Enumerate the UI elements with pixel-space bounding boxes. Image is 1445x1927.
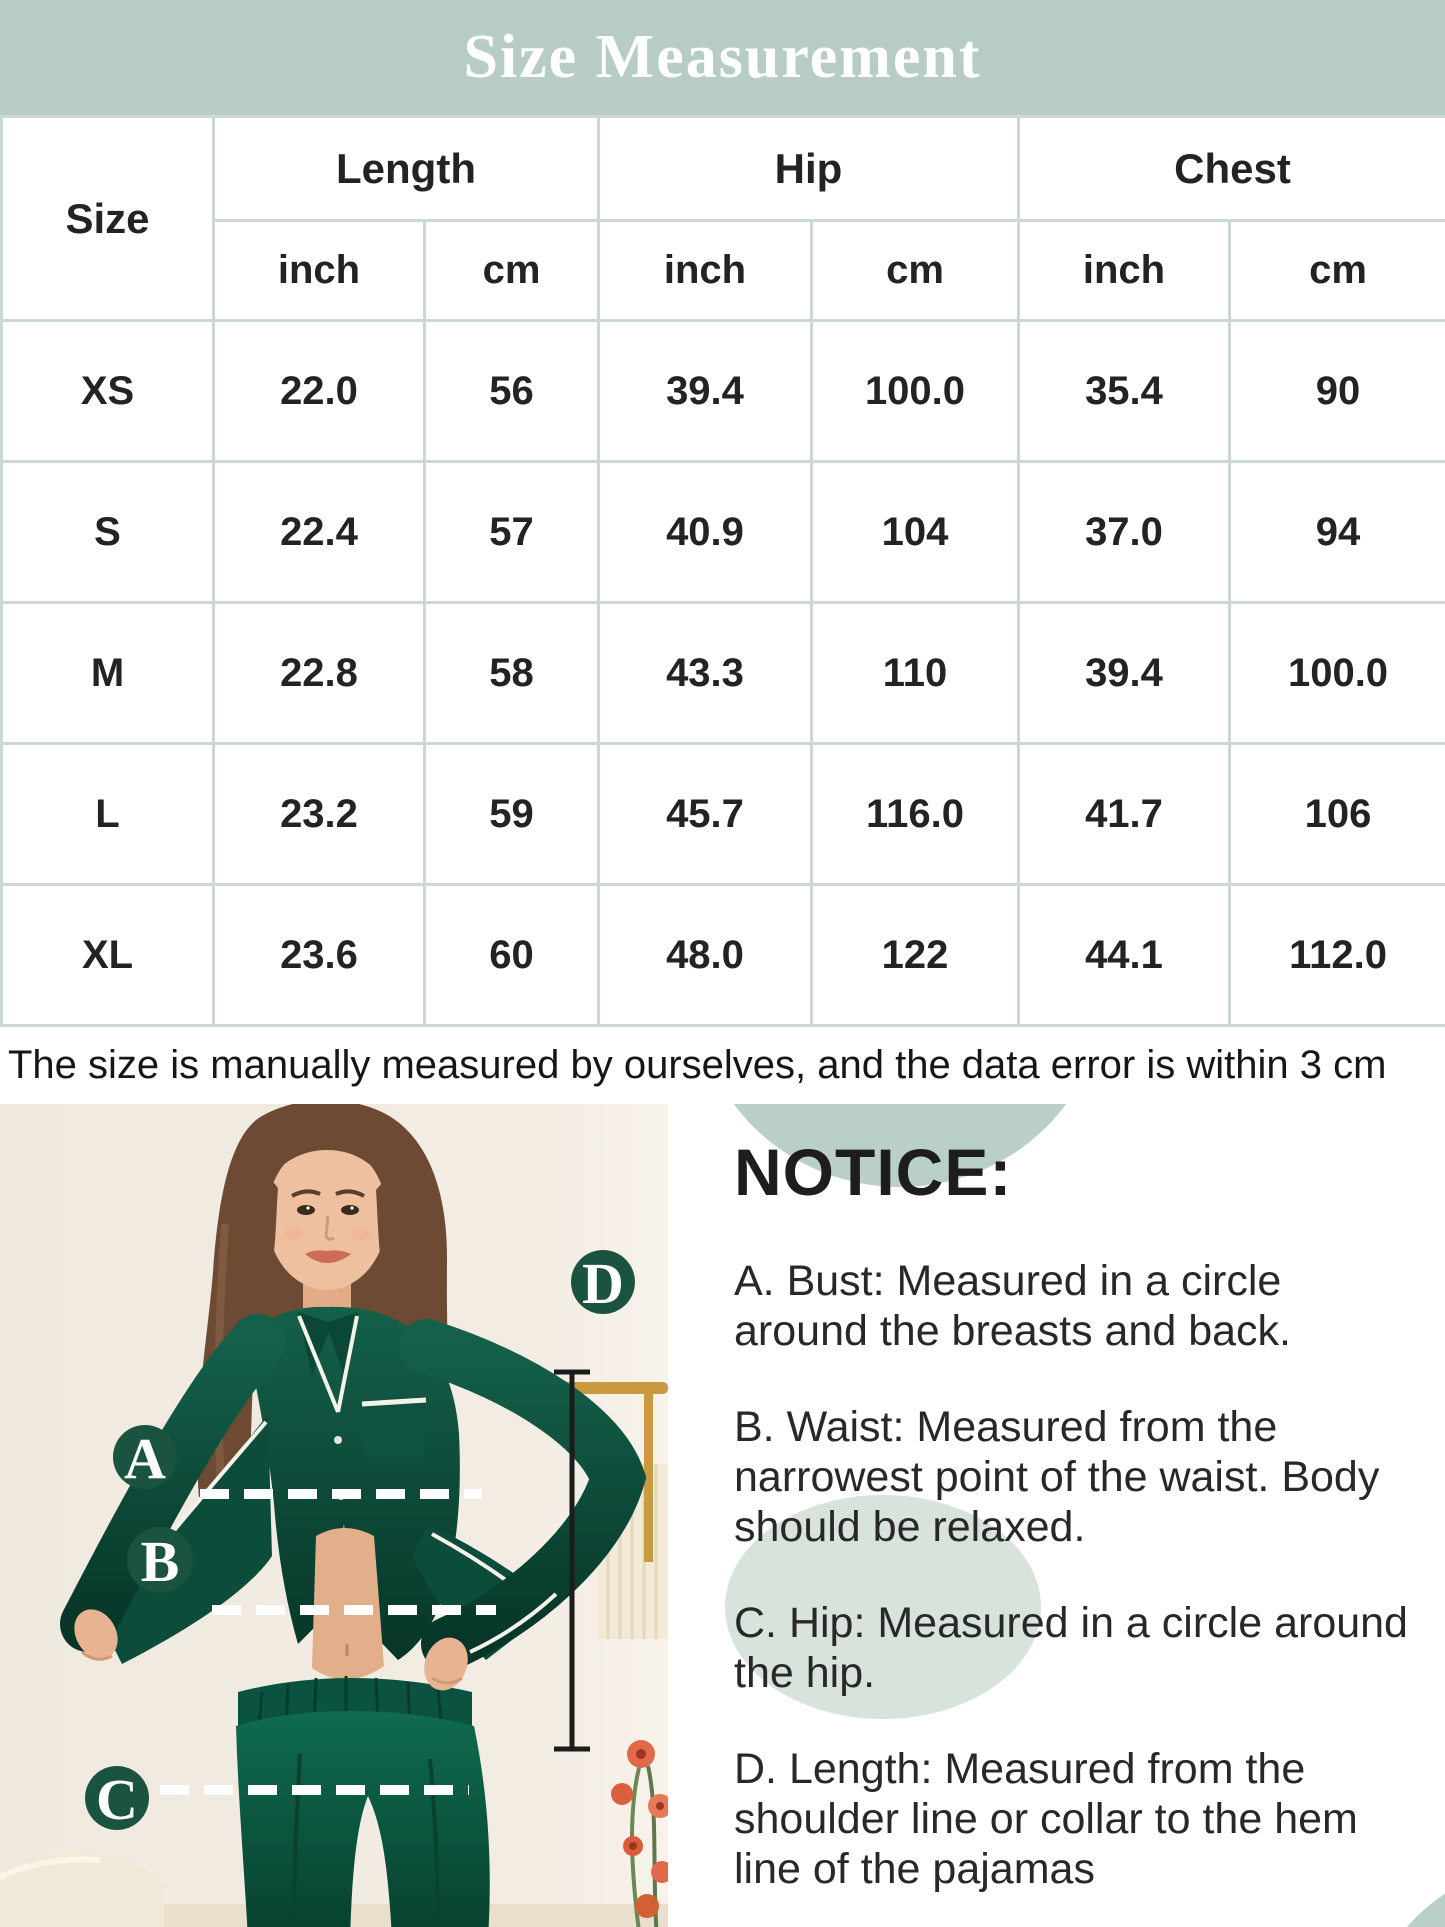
value-cell: 104	[812, 462, 1019, 603]
value-cell: 22.8	[214, 603, 425, 744]
notice-panel	[668, 1104, 1445, 1927]
size-cell: XL	[2, 885, 214, 1026]
table-row	[2, 603, 1445, 744]
unit-header-hip-cm: cm	[812, 221, 1019, 321]
table-group-header-row	[2, 117, 1445, 221]
table-row	[2, 321, 1445, 462]
measure-guide-section	[0, 1104, 1445, 1927]
value-cell: 40.9	[599, 462, 812, 603]
value-cell: 22.4	[214, 462, 425, 603]
size-column-header: Size	[2, 117, 214, 321]
table-unit-header-row	[2, 221, 1445, 321]
midriff	[312, 1528, 384, 1680]
chest-pocket	[364, 1400, 424, 1458]
value-cell: 48.0	[599, 885, 812, 1026]
title-band	[0, 0, 1445, 115]
page-title: Size Measurement	[463, 23, 982, 91]
value-cell: 122	[812, 885, 1019, 1026]
value-cell: 45.7	[599, 744, 812, 885]
value-cell: 44.1	[1019, 885, 1230, 1026]
value-cell: 39.4	[1019, 603, 1230, 744]
blush	[351, 1228, 371, 1240]
value-cell: 23.6	[214, 885, 425, 1026]
size-table	[0, 115, 1445, 1027]
group-header-hip: Hip	[599, 117, 1019, 221]
notice-heading: NOTICE:	[734, 1135, 1013, 1209]
notice-paragraphs	[734, 1256, 1414, 1927]
marker-letter-b: B	[140, 1529, 180, 1594]
value-cell: 60	[425, 885, 599, 1026]
value-cell: 58	[425, 603, 599, 744]
table-row	[2, 462, 1445, 603]
notice-item-hip: C. Hip: Measured in a circle around the hip.	[734, 1599, 1408, 1697]
measurement-note	[0, 1027, 1445, 1104]
value-cell: 100.0	[1230, 603, 1445, 744]
value-cell: 39.4	[599, 321, 812, 462]
value-cell: 94	[1230, 462, 1445, 603]
notice-item-waist: B. Waist: Measured from the narrowest point of the waist. Body should be relaxed.	[734, 1403, 1380, 1551]
marker-letter-a: A	[124, 1426, 166, 1491]
marker-letter-d: D	[582, 1251, 624, 1316]
value-cell: 43.3	[599, 603, 812, 744]
value-cell: 110	[812, 603, 1019, 744]
unit-header-hip-inch: inch	[599, 221, 812, 321]
value-cell: 41.7	[1019, 744, 1230, 885]
value-cell: 116.0	[812, 744, 1019, 885]
group-header-chest: Chest	[1019, 117, 1445, 221]
value-cell: 35.4	[1019, 321, 1230, 462]
unit-header-length-inch: inch	[214, 221, 425, 321]
value-cell: 56	[425, 321, 599, 462]
value-cell: 112.0	[1230, 885, 1445, 1026]
notice-item-length: D. Length: Measured from the shoulder line or collar to the hem line of the pajamas	[734, 1745, 1358, 1893]
table-row	[2, 885, 1445, 1026]
value-cell: 90	[1230, 321, 1445, 462]
unit-header-chest-cm: cm	[1230, 221, 1445, 321]
value-cell: 106	[1230, 744, 1445, 885]
model-photo-illustration	[0, 1104, 668, 1927]
value-cell: 59	[425, 744, 599, 885]
size-cell: XS	[2, 321, 214, 462]
blush	[283, 1228, 303, 1240]
value-cell: 37.0	[1019, 462, 1230, 603]
notice-item-bust: A. Bust: Measured in a circle around the breasts and back.	[734, 1257, 1291, 1355]
unit-header-chest-inch: inch	[1019, 221, 1230, 321]
size-cell: S	[2, 462, 214, 603]
value-cell: 57	[425, 462, 599, 603]
unit-header-length-cm: cm	[425, 221, 599, 321]
table-row	[2, 744, 1445, 885]
button	[334, 1436, 342, 1444]
value-cell: 22.0	[214, 321, 425, 462]
marker-letter-c: C	[96, 1767, 138, 1832]
model-photo	[0, 1104, 668, 1927]
value-cell: 100.0	[812, 321, 1019, 462]
value-cell: 23.2	[214, 744, 425, 885]
group-header-length: Length	[214, 117, 599, 221]
size-cell: M	[2, 603, 214, 744]
measurement-note-text: The size is manually measured by ourselves, and the data error is within 3 cm	[8, 1043, 1387, 1087]
size-cell: L	[2, 744, 214, 885]
